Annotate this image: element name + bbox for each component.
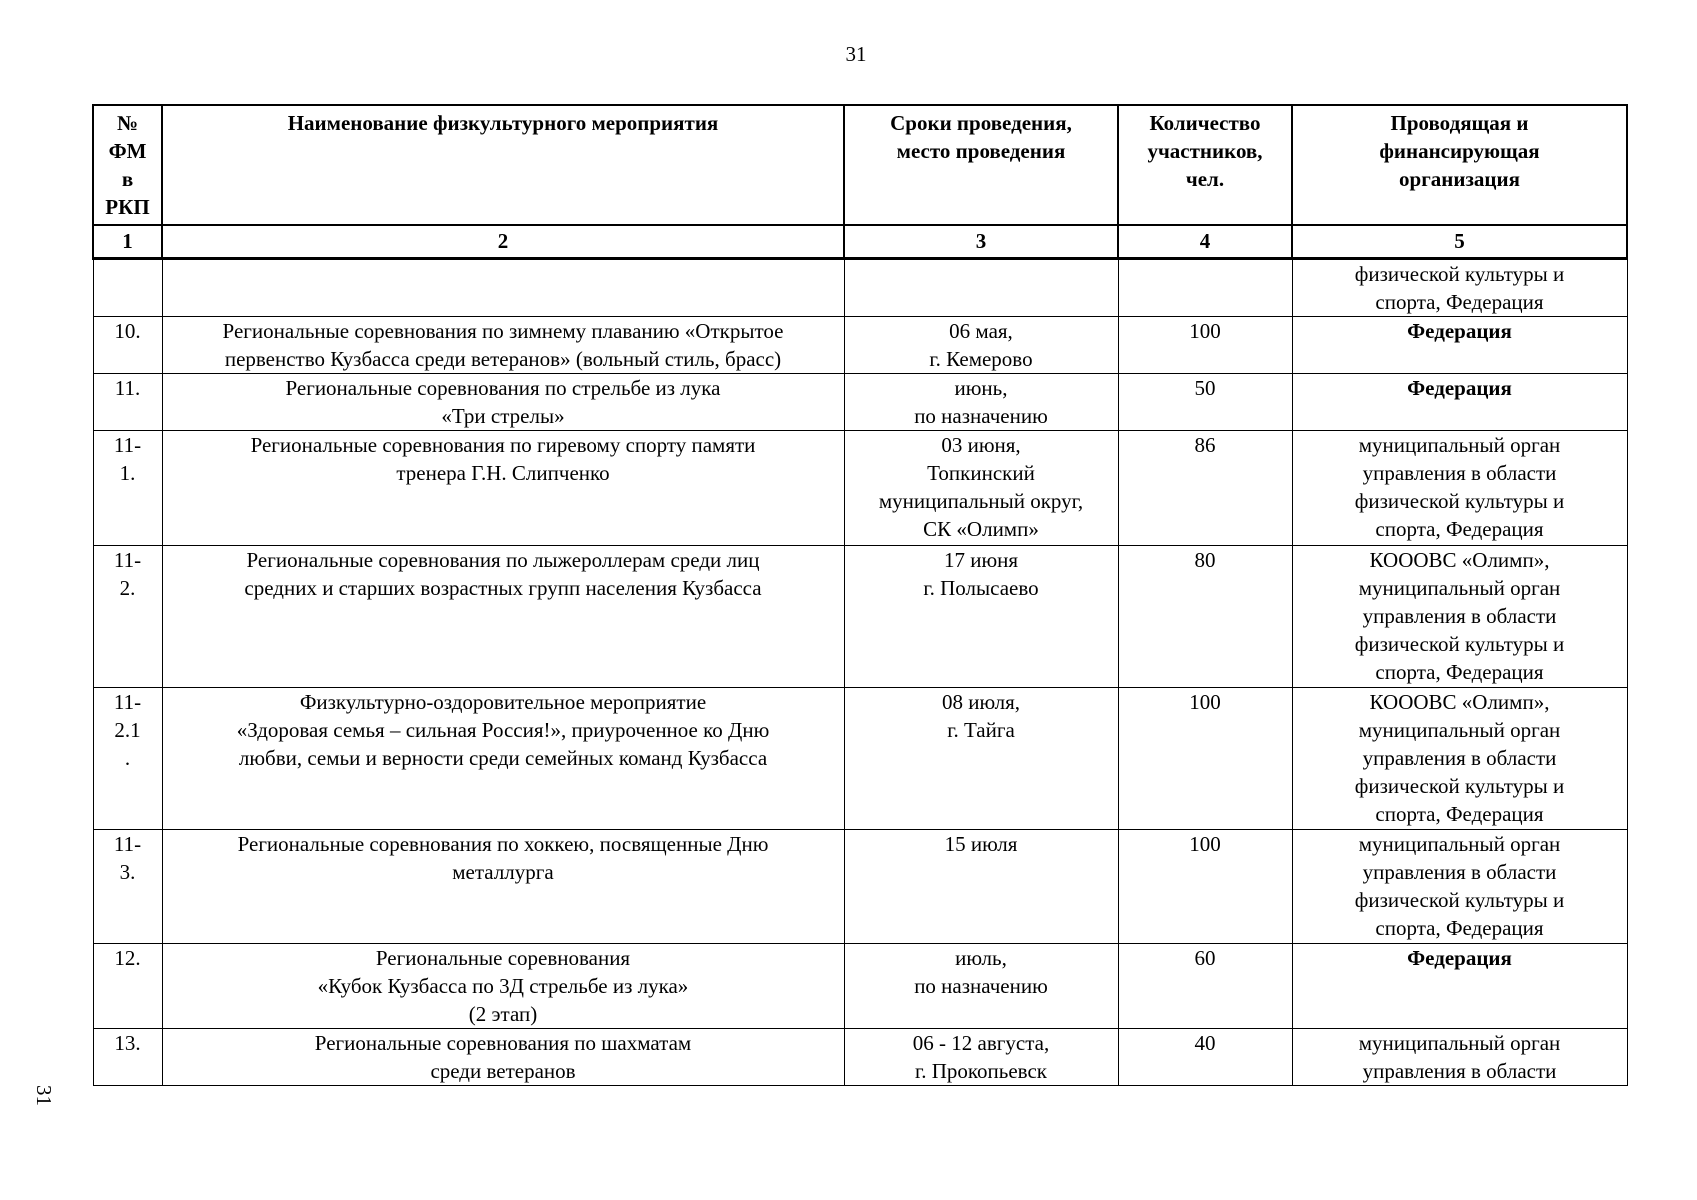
organizer-text: КОООВС «Олимп», — [1369, 690, 1550, 714]
row-number — [93, 317, 162, 374]
organizer-text: спорта, Федерация — [1375, 660, 1544, 684]
event-name-text: среди ветеранов — [430, 1059, 576, 1083]
header-text: финансирующая — [1379, 139, 1540, 163]
event-name — [162, 317, 844, 374]
row-number — [93, 431, 162, 546]
row-number — [93, 546, 162, 688]
event-date-place-text: июнь, — [954, 376, 1008, 400]
event-name — [162, 259, 844, 317]
organizer-text: спорта, Федерация — [1375, 517, 1544, 541]
header-text: место проведения — [896, 139, 1066, 163]
row-number-text: 2. — [119, 576, 136, 600]
event-name-text: Региональные соревнования по зимнему плаванию «Открытое — [222, 319, 784, 343]
row-number — [93, 688, 162, 830]
header-org — [1292, 105, 1627, 225]
side-page-number: 31 — [32, 1085, 56, 1106]
row-number — [93, 830, 162, 944]
row-number — [93, 259, 162, 317]
row-number-text: 13. — [114, 1031, 141, 1055]
events-table — [92, 104, 1628, 1086]
table-row — [93, 830, 1627, 944]
participant-count: 40 — [1118, 1029, 1292, 1086]
table-row — [93, 688, 1627, 830]
row-number-text: 1. — [119, 461, 136, 485]
event-date-place-text: г. Кемерово — [929, 347, 1033, 371]
column-number: 3 — [844, 225, 1118, 259]
event-date-place-text: июль, — [955, 946, 1007, 970]
header-count — [1118, 105, 1292, 225]
event-date-place-text: 06 - 12 августа, — [912, 1031, 1050, 1055]
table-row — [93, 546, 1627, 688]
header-row — [93, 105, 1627, 225]
organizer-text: управления в области — [1362, 1059, 1557, 1083]
participant-count: 60 — [1118, 944, 1292, 1029]
organizer — [1292, 374, 1627, 431]
event-date-place-text: г. Прокопьевск — [915, 1059, 1047, 1083]
row-number-text: 12. — [114, 946, 141, 970]
event-name — [162, 688, 844, 830]
event-name — [162, 944, 844, 1029]
column-number: 1 — [93, 225, 162, 259]
table-row — [93, 431, 1627, 546]
organizer — [1292, 546, 1627, 688]
organizer-text: физической культуры и — [1354, 489, 1565, 513]
event-name — [162, 830, 844, 944]
event-name-text: Региональные соревнования по гиревому спорту памяти — [250, 433, 756, 457]
organizer — [1292, 944, 1627, 1029]
table-row — [93, 259, 1627, 317]
header-text: Сроки проведения, — [890, 111, 1072, 135]
event-name-text: металлурга — [452, 860, 554, 884]
table-row — [93, 1029, 1627, 1086]
event-name-text: тренера Г.Н. Слипченко — [396, 461, 610, 485]
organizer-text: Федерация — [1407, 946, 1512, 970]
organizer-text: управления в области — [1362, 746, 1557, 770]
event-name-text: Региональные соревнования по шахматам — [314, 1031, 692, 1055]
event-name-text: Региональные соревнования по стрельбе из лука — [285, 376, 721, 400]
participant-count: 100 — [1118, 317, 1292, 374]
event-date-place-text: муниципальный округ, — [878, 489, 1084, 513]
column-number-row — [93, 225, 1627, 259]
event-date-place-text: 08 июля, — [941, 690, 1021, 714]
header-text: Наименование физкультурного мероприятия — [287, 111, 719, 135]
organizer-text: муниципальный орган — [1358, 576, 1561, 600]
event-date-place-text: 03 июня, — [941, 433, 1021, 457]
event-name — [162, 546, 844, 688]
table-body — [93, 259, 1627, 1086]
event-date-place-text: 15 июля — [944, 832, 1018, 856]
organizer-text: управления в области — [1362, 860, 1557, 884]
event-name-text: первенство Кузбасса среди ветеранов» (вольный стиль, брасс) — [224, 347, 782, 371]
row-number-text: 11- — [113, 832, 142, 856]
header-text: Количество — [1149, 111, 1261, 135]
event-date-place-text: 17 июня — [943, 548, 1019, 572]
organizer-text: физической культуры и — [1354, 632, 1565, 656]
header-text: чел. — [1185, 167, 1225, 191]
event-name-text: средних и старших возрастных групп населения Кузбасса — [244, 576, 762, 600]
event-name-text: «Кубок Кузбасса по 3Д стрельбе из лука» — [317, 974, 689, 998]
event-date-place-text: г. Полысаево — [923, 576, 1039, 600]
organizer-text: физической культуры и — [1354, 262, 1565, 286]
organizer-text: Федерация — [1407, 319, 1512, 343]
organizer-text: физической культуры и — [1354, 888, 1565, 912]
participant-count: 80 — [1118, 546, 1292, 688]
event-name — [162, 374, 844, 431]
row-number-text: 2.1 — [114, 718, 141, 742]
event-date-place-text: Топкинский — [927, 461, 1035, 485]
organizer-text: спорта, Федерация — [1375, 802, 1544, 826]
participant-count: 86 — [1118, 431, 1292, 546]
row-number-text: 11- — [113, 548, 142, 572]
row-number-text: 11. — [114, 376, 141, 400]
organizer-text: муниципальный орган — [1358, 433, 1561, 457]
organizer — [1292, 1029, 1627, 1086]
organizer — [1292, 259, 1627, 317]
event-name-text: Физкультурно-оздоровительное мероприятие — [299, 690, 707, 714]
event-date-place-text: 06 мая, — [949, 319, 1013, 343]
event-date-place — [844, 1029, 1118, 1086]
event-name-text: «Три стрелы» — [441, 404, 565, 428]
event-date-place — [844, 374, 1118, 431]
row-number-text: . — [124, 746, 131, 770]
participant-count: 50 — [1118, 374, 1292, 431]
table-row — [93, 317, 1627, 374]
event-date-place-text: г. Тайга — [947, 718, 1015, 742]
participant-count: 100 — [1118, 830, 1292, 944]
header-num — [93, 105, 162, 225]
event-date-place — [844, 688, 1118, 830]
event-date-place — [844, 431, 1118, 546]
event-name — [162, 431, 844, 546]
participant-count — [1118, 259, 1292, 317]
organizer-text: физической культуры и — [1354, 774, 1565, 798]
row-number-text: 10. — [114, 319, 141, 343]
event-date-place — [844, 259, 1118, 317]
header-text: в — [121, 167, 134, 191]
header-text: участников, — [1147, 139, 1263, 163]
column-number: 2 — [162, 225, 844, 259]
header-text: РКП — [105, 195, 150, 219]
column-number: 5 — [1292, 225, 1627, 259]
organizer — [1292, 688, 1627, 830]
row-number — [93, 374, 162, 431]
header-text: ФМ — [108, 139, 147, 163]
event-date-place — [844, 317, 1118, 374]
organizer-text: муниципальный орган — [1358, 718, 1561, 742]
event-name — [162, 1029, 844, 1086]
header-name — [162, 105, 844, 225]
row-number — [93, 944, 162, 1029]
event-name-text: Региональные соревнования по хоккею, посвященные Дню — [237, 832, 769, 856]
event-name-text: Региональные соревнования — [375, 946, 631, 970]
event-date-place — [844, 830, 1118, 944]
organizer-text: Федерация — [1407, 376, 1512, 400]
organizer-text: КОООВС «Олимп», — [1369, 548, 1550, 572]
event-name-text: «Здоровая семья – сильная Россия!», приуроченное ко Дню — [236, 718, 770, 742]
table-row — [93, 374, 1627, 431]
event-name-text: (2 этап) — [468, 1002, 538, 1026]
page-number: 31 — [845, 42, 867, 66]
header-text: № — [116, 111, 139, 135]
header-when — [844, 105, 1118, 225]
organizer — [1292, 431, 1627, 546]
organizer-text: управления в области — [1362, 604, 1557, 628]
organizer-text: спорта, Федерация — [1375, 916, 1544, 940]
column-number: 4 — [1118, 225, 1292, 259]
organizer — [1292, 317, 1627, 374]
event-name-text: Региональные соревнования по лыжероллерам среди лиц — [246, 548, 760, 572]
header-text: Проводящая и — [1390, 111, 1529, 135]
row-number — [93, 1029, 162, 1086]
event-date-place-text: СК «Олимп» — [923, 517, 1039, 541]
organizer-text: муниципальный орган — [1358, 832, 1561, 856]
event-date-place-text: по назначению — [914, 404, 1048, 428]
event-date-place — [844, 546, 1118, 688]
organizer-text: управления в области — [1362, 461, 1557, 485]
row-number-text: 11- — [113, 433, 142, 457]
organizer-text: спорта, Федерация — [1375, 290, 1544, 314]
table-row — [93, 944, 1627, 1029]
organizer — [1292, 830, 1627, 944]
event-name-text: любви, семьи и верности среди семейных команд Кузбасса — [238, 746, 768, 770]
header-text: организация — [1399, 167, 1520, 191]
participant-count: 100 — [1118, 688, 1292, 830]
organizer-text: муниципальный орган — [1358, 1031, 1561, 1055]
row-number-text: 11- — [113, 690, 142, 714]
row-number-text: 3. — [119, 860, 136, 884]
event-date-place — [844, 944, 1118, 1029]
event-date-place-text: по назначению — [914, 974, 1048, 998]
